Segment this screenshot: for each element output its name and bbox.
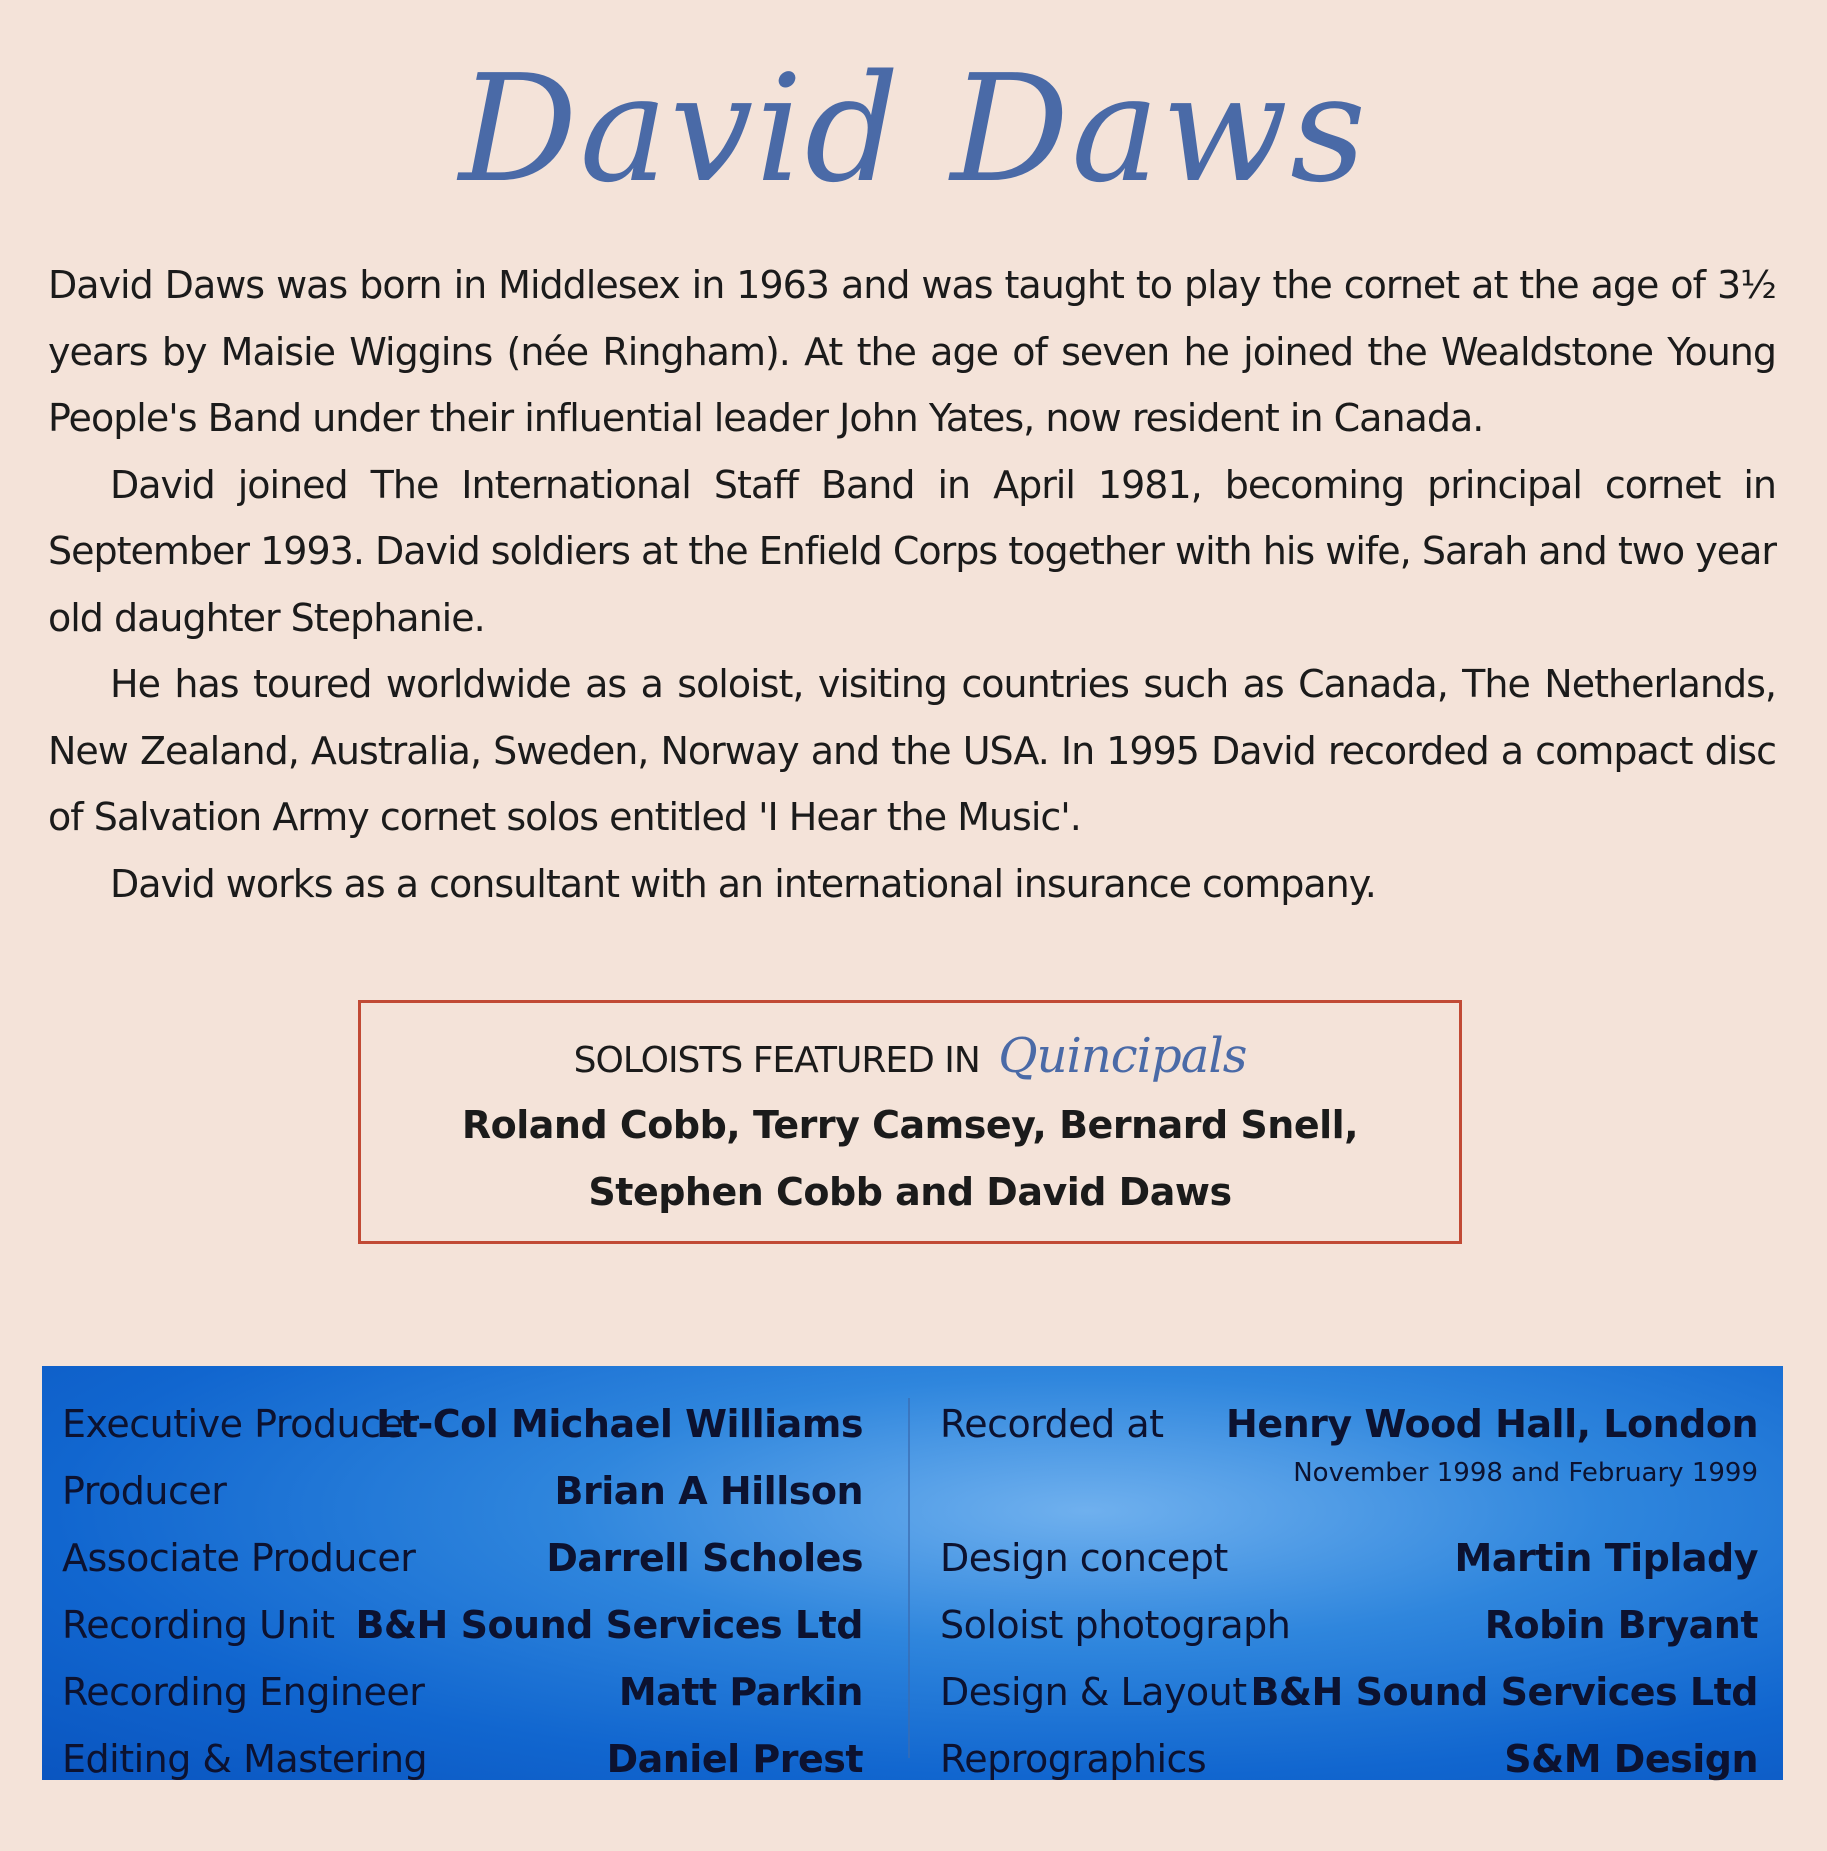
credit-label: Soloist photograph (940, 1603, 1291, 1647)
credit-value: B&H Sound Services Ltd (1250, 1670, 1758, 1714)
bio-paragraph: David joined The International Staff Band in April 1981, becoming principal cornet in September 1993. David soldiers at the Enfield Corps together with his wife, Sarah and two year old daughter Stephanie. (48, 462, 1776, 640)
soloists-box (358, 1000, 1462, 1244)
credit-value: Lt-Col Michael Williams (376, 1402, 863, 1446)
credit-value: Matt Parkin (618, 1670, 863, 1714)
credit-value: Daniel Prest (606, 1737, 863, 1781)
bio-paragraph: David works as a consultant with an international insurance company. (110, 861, 1376, 906)
soloists-names-line: Roland Cobb, Terry Camsey, Bernard Snell, (461, 1103, 1359, 1147)
page-title: David Daws (458, 43, 1369, 215)
biography (48, 252, 1776, 917)
credit-label: Producer (62, 1469, 227, 1513)
credit-label: Design concept (940, 1536, 1228, 1580)
credit-value: S&M Design (1504, 1737, 1758, 1781)
recording-dates: November 1998 and February 1999 (1293, 1458, 1758, 1488)
credits-divider (908, 1398, 910, 1758)
bio-paragraph: David Daws was born in Middlesex in 1963 and was taught to play the cornet at the age of 3½ years by Maisie Wiggins (née Ringham). At the age of seven he joined the Wealdstone Young People's Band under their influential leader John Yates, now resident in Canada. (48, 263, 1776, 440)
credits-panel (42, 1366, 1783, 1780)
credit-value: Darrell Scholes (546, 1536, 863, 1580)
credit-label: Executive Producer (62, 1402, 419, 1446)
credit-value: Martin Tiplady (1454, 1536, 1758, 1580)
soloists-heading (361, 1025, 1459, 1092)
credit-label: Associate Producer (62, 1536, 416, 1580)
bio-paragraph: He has toured worldwide as a soloist, visiting countries such as Canada, The Netherlands, New Zealand, Australia, Sweden, Norway and the USA. In 1995 David recorded a compact disc of Salvation Army cornet solos entitled 'I Hear the Music'. (48, 662, 1776, 839)
album-title: Quincipals (998, 1028, 1247, 1084)
credit-value: Brian A Hillson (554, 1469, 863, 1513)
credit-value: Robin Bryant (1484, 1603, 1758, 1647)
soloists-names-line: Stephen Cobb and David Daws (588, 1170, 1232, 1214)
credit-value: Henry Wood Hall, London (1226, 1402, 1758, 1446)
credit-value: B&H Sound Services Ltd (355, 1603, 863, 1647)
credit-label: Reprographics (940, 1737, 1207, 1781)
credit-label: Design & Layout (940, 1670, 1247, 1714)
credit-label: Editing & Mastering (62, 1737, 428, 1781)
credit-label: Recording Engineer (62, 1670, 425, 1714)
soloists-heading-text: SOLOISTS FEATURED IN (573, 1040, 980, 1081)
credit-label: Recording Unit (62, 1603, 335, 1647)
credit-label: Recorded at (940, 1402, 1164, 1446)
